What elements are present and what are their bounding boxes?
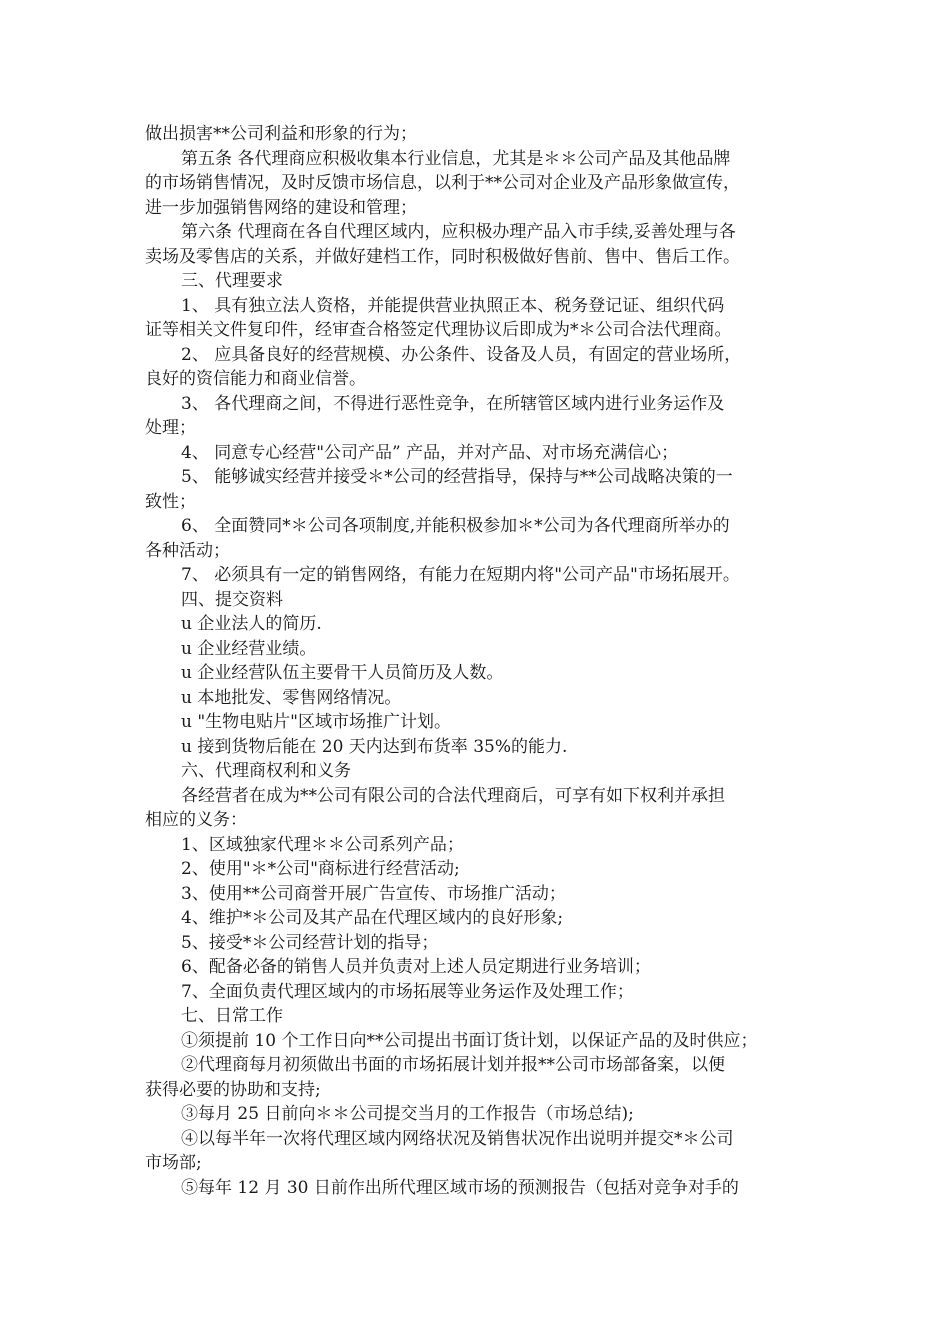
- text-line: 7、 必须具有一定的销售网络，有能力在短期内将"公司产品"市场拓展开。: [181, 565, 740, 585]
- text-line: ②代理商每月初须做出书面的市场拓展计划并报**公司市场部备案，以便: [181, 1055, 725, 1075]
- text-line: 第六条 代理商在各自代理区域内，应积极办理产品入市手续,妥善处理与各: [181, 222, 736, 242]
- text-line: 2、 应具备良好的经营规模、办公条件、设备及人员，有固定的营业场所，: [181, 344, 742, 365]
- text-line: 七、日常工作: [181, 1006, 283, 1026]
- text-line: 市场部;: [145, 1153, 202, 1173]
- text-line: u 企业法人的简历.: [181, 614, 322, 634]
- text-line: ④以每半年一次将代理区域内网络状况及销售状况作出说明并提交*＊公司: [181, 1128, 734, 1149]
- text-line: u 企业经营队伍主要骨干人员简历及人数。: [181, 663, 504, 683]
- text-line: 各经营者在成为**公司有限公司的合法代理商后，可享有如下权利并承担: [181, 785, 725, 806]
- text-line: 2、使用"＊*公司"商标进行经营活动;: [181, 859, 460, 879]
- text-line: 做出损害**公司利益和形象的行为；: [145, 124, 417, 144]
- text-line: ③每月 25 日前向＊＊公司提交当月的工作报告（市场总结);: [181, 1104, 634, 1124]
- text-line: 1、区域独家代理＊＊公司系列产品；: [181, 834, 464, 855]
- text-line: 致性；: [145, 491, 196, 512]
- text-line: 相应的义务：: [145, 810, 247, 830]
- text-line: 获得必要的协助和支持;: [145, 1079, 321, 1100]
- text-line: 四、提交资料: [181, 589, 283, 610]
- text-line: 5、接受*＊公司经营计划的指导；: [181, 932, 439, 953]
- text-line: 进一步加强销售网络的建设和管理；: [145, 197, 417, 218]
- text-line: 3、使用**公司商誉开展广告宣传、市场推广活动；: [181, 883, 566, 904]
- text-line: 6、配备必备的销售人员并负责对上述人员定期进行业务培训；: [181, 957, 651, 977]
- text-line: 6、 全面赞同*＊公司各项制度,并能积极参加＊*公司为各代理商所举办的: [181, 516, 730, 536]
- text-line: 第五条 各代理商应积极收集本行业信息，尤其是＊＊公司产品及其他品牌: [181, 148, 731, 169]
- text-line: 三、代理要求: [181, 271, 283, 291]
- text-line: 各种活动；: [145, 540, 230, 561]
- text-line: 良好的资信能力和商业信誉。: [145, 369, 366, 389]
- text-line: 7、全面负责代理区域内的市场拓展等业务运作及处理工作；: [181, 981, 634, 1002]
- text-line: 证等相关文件复印件，经审查合格签定代理协议后即成为*＊公司合法代理商。: [145, 320, 732, 340]
- text-line: 六、代理商权利和义务: [181, 761, 351, 781]
- text-line: u 本地批发、零售网络情况。: [181, 687, 402, 708]
- text-line: 的市场销售情况，及时反馈市场信息，以利于**公司对企业及产品形象做宣传，: [145, 173, 740, 193]
- text-line: u 企业经营业绩。: [181, 638, 317, 659]
- text-line: 4、维护*＊公司及其产品在代理区域内的良好形象;: [181, 908, 564, 928]
- text-line: 3、 各代理商之间，不得进行恶性竞争，在所辖管区域内进行业务运作及: [181, 393, 725, 414]
- text-line: 5、 能够诚实经营并接受＊*公司的经营指导，保持与**公司战略决策的一: [181, 467, 733, 487]
- text-line: ⑤每年 12 月 30 日前作出所代理区域市场的预测报告（包括对竞争对手的: [181, 1177, 739, 1198]
- text-line: 卖场及零售店的关系，并做好建档工作，同时积极做好售前、售中、售后工作。: [145, 246, 740, 267]
- text-line: 处理；: [145, 418, 196, 438]
- text-line: ①须提前 10 个工作日向**公司提出书面订货计划，以保证产品的及时供应；: [181, 1030, 758, 1051]
- text-line: 4、 同意专心经营"公司产品” 产品，并对产品、对市场充满信心；: [181, 442, 679, 463]
- document-body: [145, 122, 810, 1200]
- text-line: u 接到货物后能在 20 天内达到布货率 35%的能力.: [181, 736, 568, 757]
- text-line: 1、 具有独立法人资格，并能提供营业执照正本、税务登记证、组织代码: [181, 295, 725, 316]
- text-line: u "生物电贴片"区域市场推广计划。: [181, 712, 451, 732]
